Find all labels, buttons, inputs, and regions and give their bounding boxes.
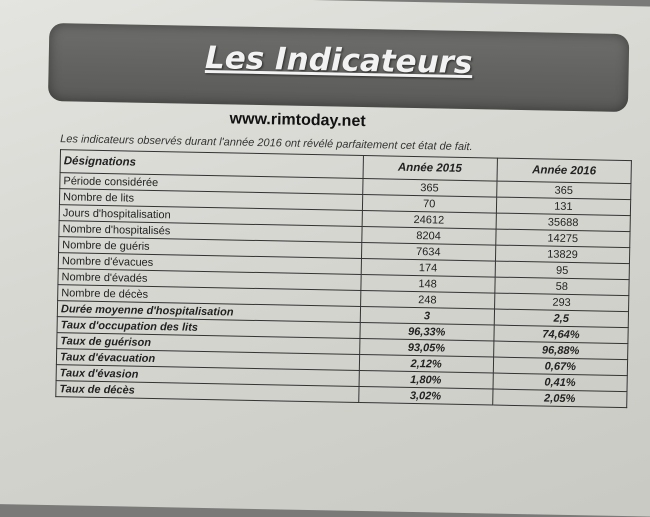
value-2016: 0,41% [493, 373, 628, 392]
value-2015: 7634 [361, 242, 496, 261]
value-2016: 13829 [495, 245, 630, 264]
value-2016: 14275 [496, 229, 631, 248]
row-label: Taux de guérison [57, 333, 360, 355]
row-label: Nombre de lits [59, 189, 362, 211]
row-label: Jours d'hospitalisation [59, 205, 362, 227]
value-2016: 58 [495, 277, 630, 296]
header-year-2016: Année 2016 [497, 158, 632, 184]
value-2015: 365 [362, 178, 497, 197]
value-2015: 174 [361, 258, 496, 277]
row-label: Nombre de décès [58, 285, 361, 307]
value-2015: 148 [360, 274, 495, 293]
header-year-2015: Année 2015 [363, 155, 498, 181]
row-label: Nombre d'évadés [58, 269, 361, 291]
page-title: Les Indicateurs [204, 39, 473, 82]
row-label: Durée moyenne d'hospitalisation [57, 301, 360, 323]
value-2015: 93,05% [359, 338, 494, 357]
value-2015: 3 [360, 306, 495, 325]
row-label: Période considérée [60, 173, 363, 195]
value-2016: 2,05% [492, 389, 627, 408]
row-label: Taux d'évasion [56, 365, 359, 387]
row-label: Nombre d'évacues [58, 253, 361, 275]
row-label: Nombre d'hospitalisés [59, 221, 362, 243]
value-2016: 35688 [496, 213, 631, 232]
value-2016: 95 [495, 261, 630, 280]
value-2015: 24612 [362, 210, 497, 229]
intro-text: Les indicateurs observés durant l'année 2016 ont révélé parfaitement cet état de fait. [60, 133, 473, 154]
value-2015: 70 [362, 194, 497, 213]
value-2016: 74,64% [494, 325, 629, 344]
value-2016: 0,67% [493, 357, 628, 376]
row-label: Taux d'occupation des lits [57, 317, 360, 339]
website-watermark: www.rimtoday.net [229, 110, 366, 131]
value-2015: 8204 [361, 226, 496, 245]
row-label: Taux d'évacuation [56, 349, 359, 371]
indicators-table [55, 149, 632, 408]
value-2015: 248 [360, 290, 495, 309]
value-2016: 131 [496, 197, 631, 216]
row-label: Nombre de guéris [59, 237, 362, 259]
value-2016: 96,88% [493, 341, 628, 360]
row-label: Taux de décès [56, 381, 359, 403]
value-2015: 1,80% [359, 370, 494, 389]
value-2015: 2,12% [359, 354, 494, 373]
title-banner [48, 23, 629, 112]
value-2016: 2,5 [494, 309, 629, 328]
value-2016: 365 [496, 181, 631, 200]
value-2015: 96,33% [360, 322, 495, 341]
header-designations: Désignations [60, 150, 363, 179]
value-2016: 293 [494, 293, 629, 312]
value-2015: 3,02% [358, 386, 493, 405]
